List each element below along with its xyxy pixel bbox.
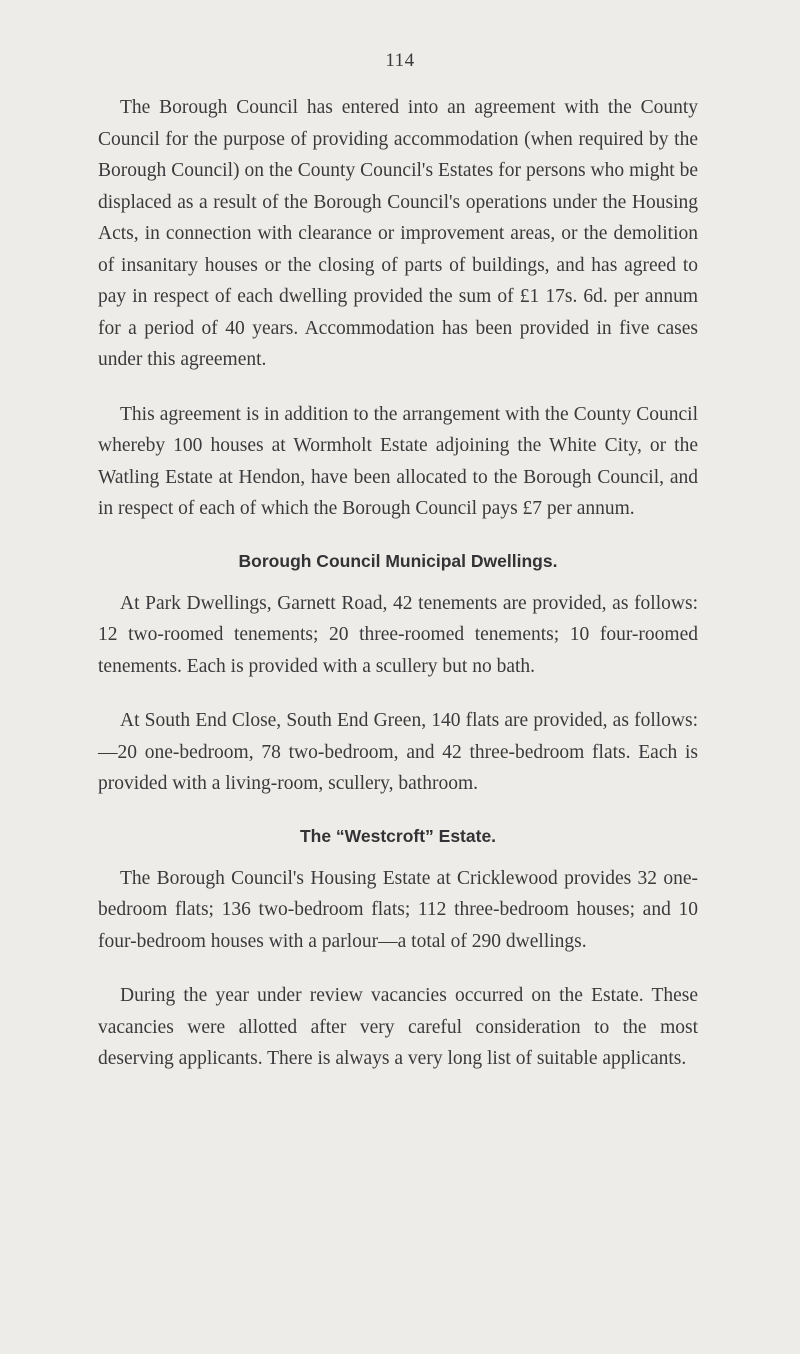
paragraph-vacancies: During the year under review vacancies occurred on the Estate. These vacancies were allotted after very careful consideration to the most deserving applicants. There is always a very long list of suitable applicants. xyxy=(98,985,698,1069)
heading-westcroft-estate: The “Westcroft” Estate. xyxy=(299,825,497,846)
paragraph-arrangement: This agreement is in addition to the arrangement with the County Council whereby 100 houses at Wormholt Estate adjoining the White City, or the Watling Estate at Hendon, have been allocated to the Borough Council, and in respect of each of which the Borough Council pays £7 per annum. xyxy=(98,403,698,519)
paragraph-south-end-close: At South End Close, South End Green, 140 flats are provided, as follows:—20 one-bedroom, 78 two-bedroom, and 42 three-bedroom flats. Each is provided with a living-room, scullery, bathroom. xyxy=(98,710,698,794)
paragraph-cricklewood: The Borough Council's Housing Estate at Cricklewood provides 32 one-bedroom flats; 136 two-bedroom flats; 112 three-bedroom houses; and 10 four-bedroom houses with a parlour—a total of 290 dwellings. xyxy=(98,867,698,952)
body-text xyxy=(98,92,698,1098)
paragraph-park-dwellings: At Park Dwellings, Garnett Road, 42 tenements are provided, as follows: 12 two-roomed tenements; 20 three-roomed tenements; 10 four-roomed tenements. Each is provided with a scullery but no bath. xyxy=(98,592,698,677)
heading-municipal-dwellings: Borough Council Municipal Dwellings. xyxy=(238,550,558,571)
paragraph-agreement: The Borough Council has entered into an agreement with the County Council for the purpose of providing accommodation (when required by the Borough Council) on the County Council's Estates for persons who might be displaced as a result of the Borough Council's operations under the Housing Acts, in connection with clearance or improvement areas, or the demolition of insanitary houses or the closing of parts of buildings, and has agreed to pay in respect of each dwelling provided the sum of £1 17s. 6d. per annum for a period of 40 years. Accommodation has been provided in five cases under this agreement. xyxy=(98,97,698,370)
page-number: 114 xyxy=(385,50,415,71)
